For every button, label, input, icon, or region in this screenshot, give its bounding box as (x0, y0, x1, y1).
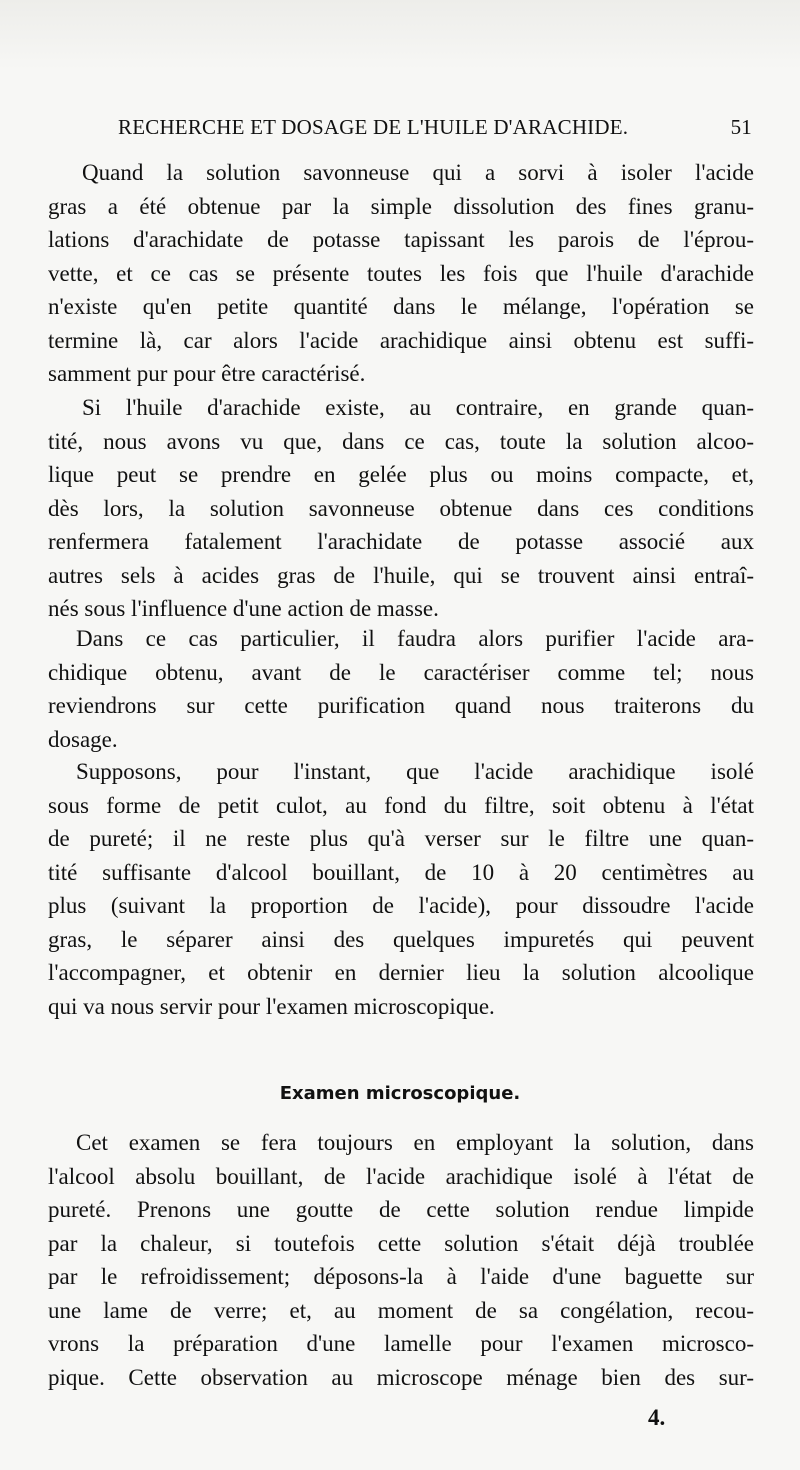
text-line: de pureté; il ne reste plus qu'à verser sur le filtre une quan- (48, 826, 754, 851)
text-line: lations d'arachidate de potasse tapissant les parois de l'éprou- (48, 227, 754, 252)
text-line: tité, nous avons vu que, dans ce cas, toute la solution alcoo- (48, 428, 754, 454)
text-line: gras, le séparer ainsi des quelques impuretés qui peuvent (48, 926, 754, 952)
text-line: samment pur pour être caractérisé. (48, 361, 366, 386)
text-line: nés sous l'influence d'une action de masse. (48, 596, 439, 621)
text-line: gras a été obtenue par la simple dissolution des fines granu- (48, 193, 754, 219)
running-title: RECHERCHE ET DOSAGE DE L'HUILE D'ARACHIDE. (118, 115, 629, 139)
paragraph-4 (48, 755, 754, 1023)
text-line: renfermera fatalement l'arachidate de potasse associé aux (48, 529, 754, 554)
text-line: pique. Cette observation au microscope ménage bien des sur- (48, 1364, 754, 1390)
text-line: Si l'huile d'arachide existe, au contraire, en grande quan- (82, 395, 754, 420)
paragraph-3 (48, 622, 754, 756)
text-line: Quand la solution savonneuse qui a sorvi à isoler l'acide (82, 160, 754, 185)
page-number: 51 (730, 115, 752, 139)
text-line: par la chaleur, si toutefois cette solution s'était déjà troublée (48, 1230, 754, 1256)
text-line: Supposons, pour l'instant, que l'acide arachidique isolé (76, 759, 754, 784)
running-header (118, 115, 752, 145)
text-line: pureté. Prenons une goutte de cette solution rendue limpide (48, 1197, 754, 1222)
text-line: dosage. (48, 726, 118, 752)
text-line: sous forme de petit culot, au fond du filtre, soit obtenu à l'état (48, 792, 754, 818)
text-line: Dans ce cas particulier, il faudra alors purifier l'acide ara- (76, 626, 754, 651)
text-line: lique peut se prendre en gelée plus ou moins compacte, et, (48, 462, 754, 487)
text-line: qui va nous servir pour l'examen microscopique. (48, 993, 495, 1019)
text-line: une lame de verre; et, au moment de sa congélation, recou- (48, 1297, 754, 1323)
text-line: reviendrons sur cette purification quand nous traiterons du (48, 693, 754, 718)
text-line: tité suffisante d'alcool bouillant, de 10 à 20 centimètres au (48, 859, 754, 885)
paragraph-1 (48, 156, 754, 391)
text-line: termine là, car alors l'acide arachidique ainsi obtenu est suffi- (48, 327, 754, 353)
text-line: l'accompagner, et obtenir en dernier lieu la solution alcoolique (48, 960, 754, 985)
text-line: Cet examen se fera toujours en employant la solution, dans (76, 1130, 754, 1155)
text-line: par le refroidissement; déposons-la à l'aide d'une baguette sur (48, 1264, 754, 1289)
text-line: plus (suivant la proportion de l'acide), pour dissoudre l'acide (48, 893, 754, 918)
text-line: n'existe qu'en petite quantité dans le mélange, l'opération se (48, 294, 754, 319)
signature-mark: 4. (648, 1405, 666, 1430)
text-line: autres sels à acides gras de l'huile, qui se trouvent ainsi entraî- (48, 562, 754, 588)
paragraph-2 (48, 391, 754, 626)
text-line: vrons la préparation d'une lamelle pour l'examen microsco- (48, 1331, 754, 1356)
text-line: dès lors, la solution savonneuse obtenue dans ces conditions (48, 495, 754, 521)
section-heading: Examen microscopique. (279, 1083, 521, 1104)
text-line: l'alcool absolu bouillant, de l'acide arachidique isolé à l'état de (48, 1163, 754, 1189)
text-line: chidique obtenu, avant de le caractériser comme tel; nous (48, 659, 754, 685)
section-paragraph-1 (48, 1126, 754, 1394)
text-line: vette, et ce cas se présente toutes les fois que l'huile d'arachide (48, 260, 754, 286)
